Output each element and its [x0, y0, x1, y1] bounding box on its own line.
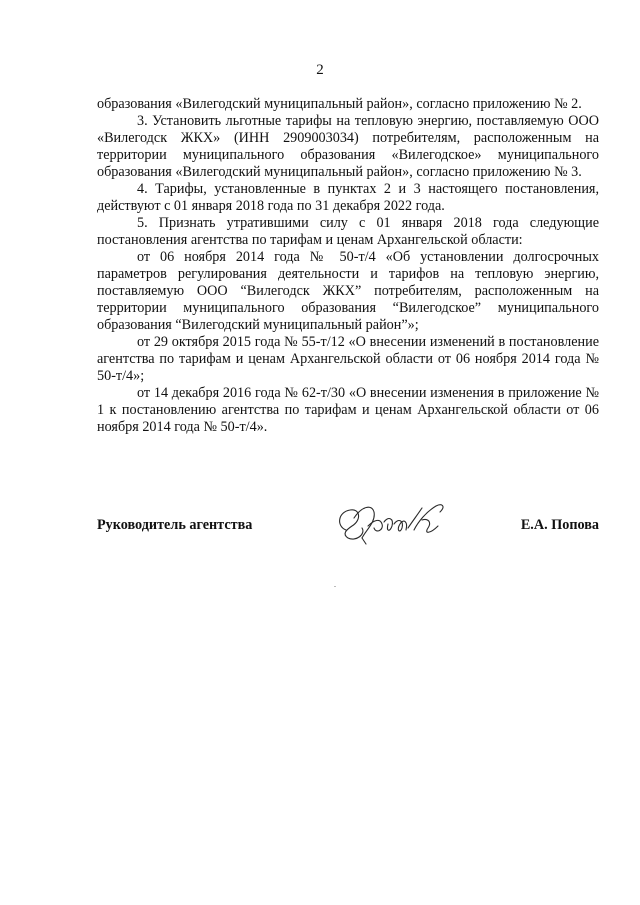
repealed-act-2: от 29 октября 2015 года № 55-т/12 «О внесении изменений в постановление агентства по тарифам и ценам Архангельской области от 06 ноября 2014 года № 50-т/4»; [97, 334, 599, 384]
signer-title: Руководитель агентства [97, 517, 253, 533]
signer-name: Е.А. Попова [520, 517, 599, 533]
scan-speck [334, 586, 336, 587]
paragraph-item-5: 5. Признать утратившими силу с 01 января 2018 года следующие постановления агентства по тарифам и ценам Архангельской области: [97, 215, 599, 248]
signature-block [97, 500, 599, 550]
repealed-act-3: от 14 декабря 2016 года № 62-т/30 «О внесении изменения в приложение № 1 к постановлению агентства по тарифам и ценам Архангельской области от 06 ноября 2014 года № 50-т/4». [97, 385, 599, 435]
document-body [97, 96, 599, 436]
paragraph-item-4: 4. Тарифы, установленные в пунктах 2 и 3 настоящего постановления, действуют с 01 января 2018 года по 31 декабря 2022 года. [97, 181, 599, 214]
paragraph-continuation: образования «Вилегодский муниципальный район», согласно приложению № 2. [97, 96, 582, 112]
page-number: 2 [316, 62, 324, 78]
repealed-act-1: от 06 ноября 2014 года № 50-т/4 «Об установлении долгосрочных параметров регулирования деятельности и тарифов на тепловую энергию, поставляемую ООО “Вилегодск ЖКХ” потребителям, расположенным на территории муниципального образования “Вилегодское” муниципального образования “Вилегодский муниципальный район”»; [97, 249, 599, 333]
paragraph-item-3: 3. Установить льготные тарифы на тепловую энергию, поставляемую ООО «Вилегодск ЖКХ» (ИНН 2909003034) потребителям, расположенным на территории муниципального образования «Вилегодское» муниципального образования «Вилегодский муниципальный район», согласно приложению № 3. [97, 113, 599, 180]
handwritten-signature [332, 500, 452, 546]
